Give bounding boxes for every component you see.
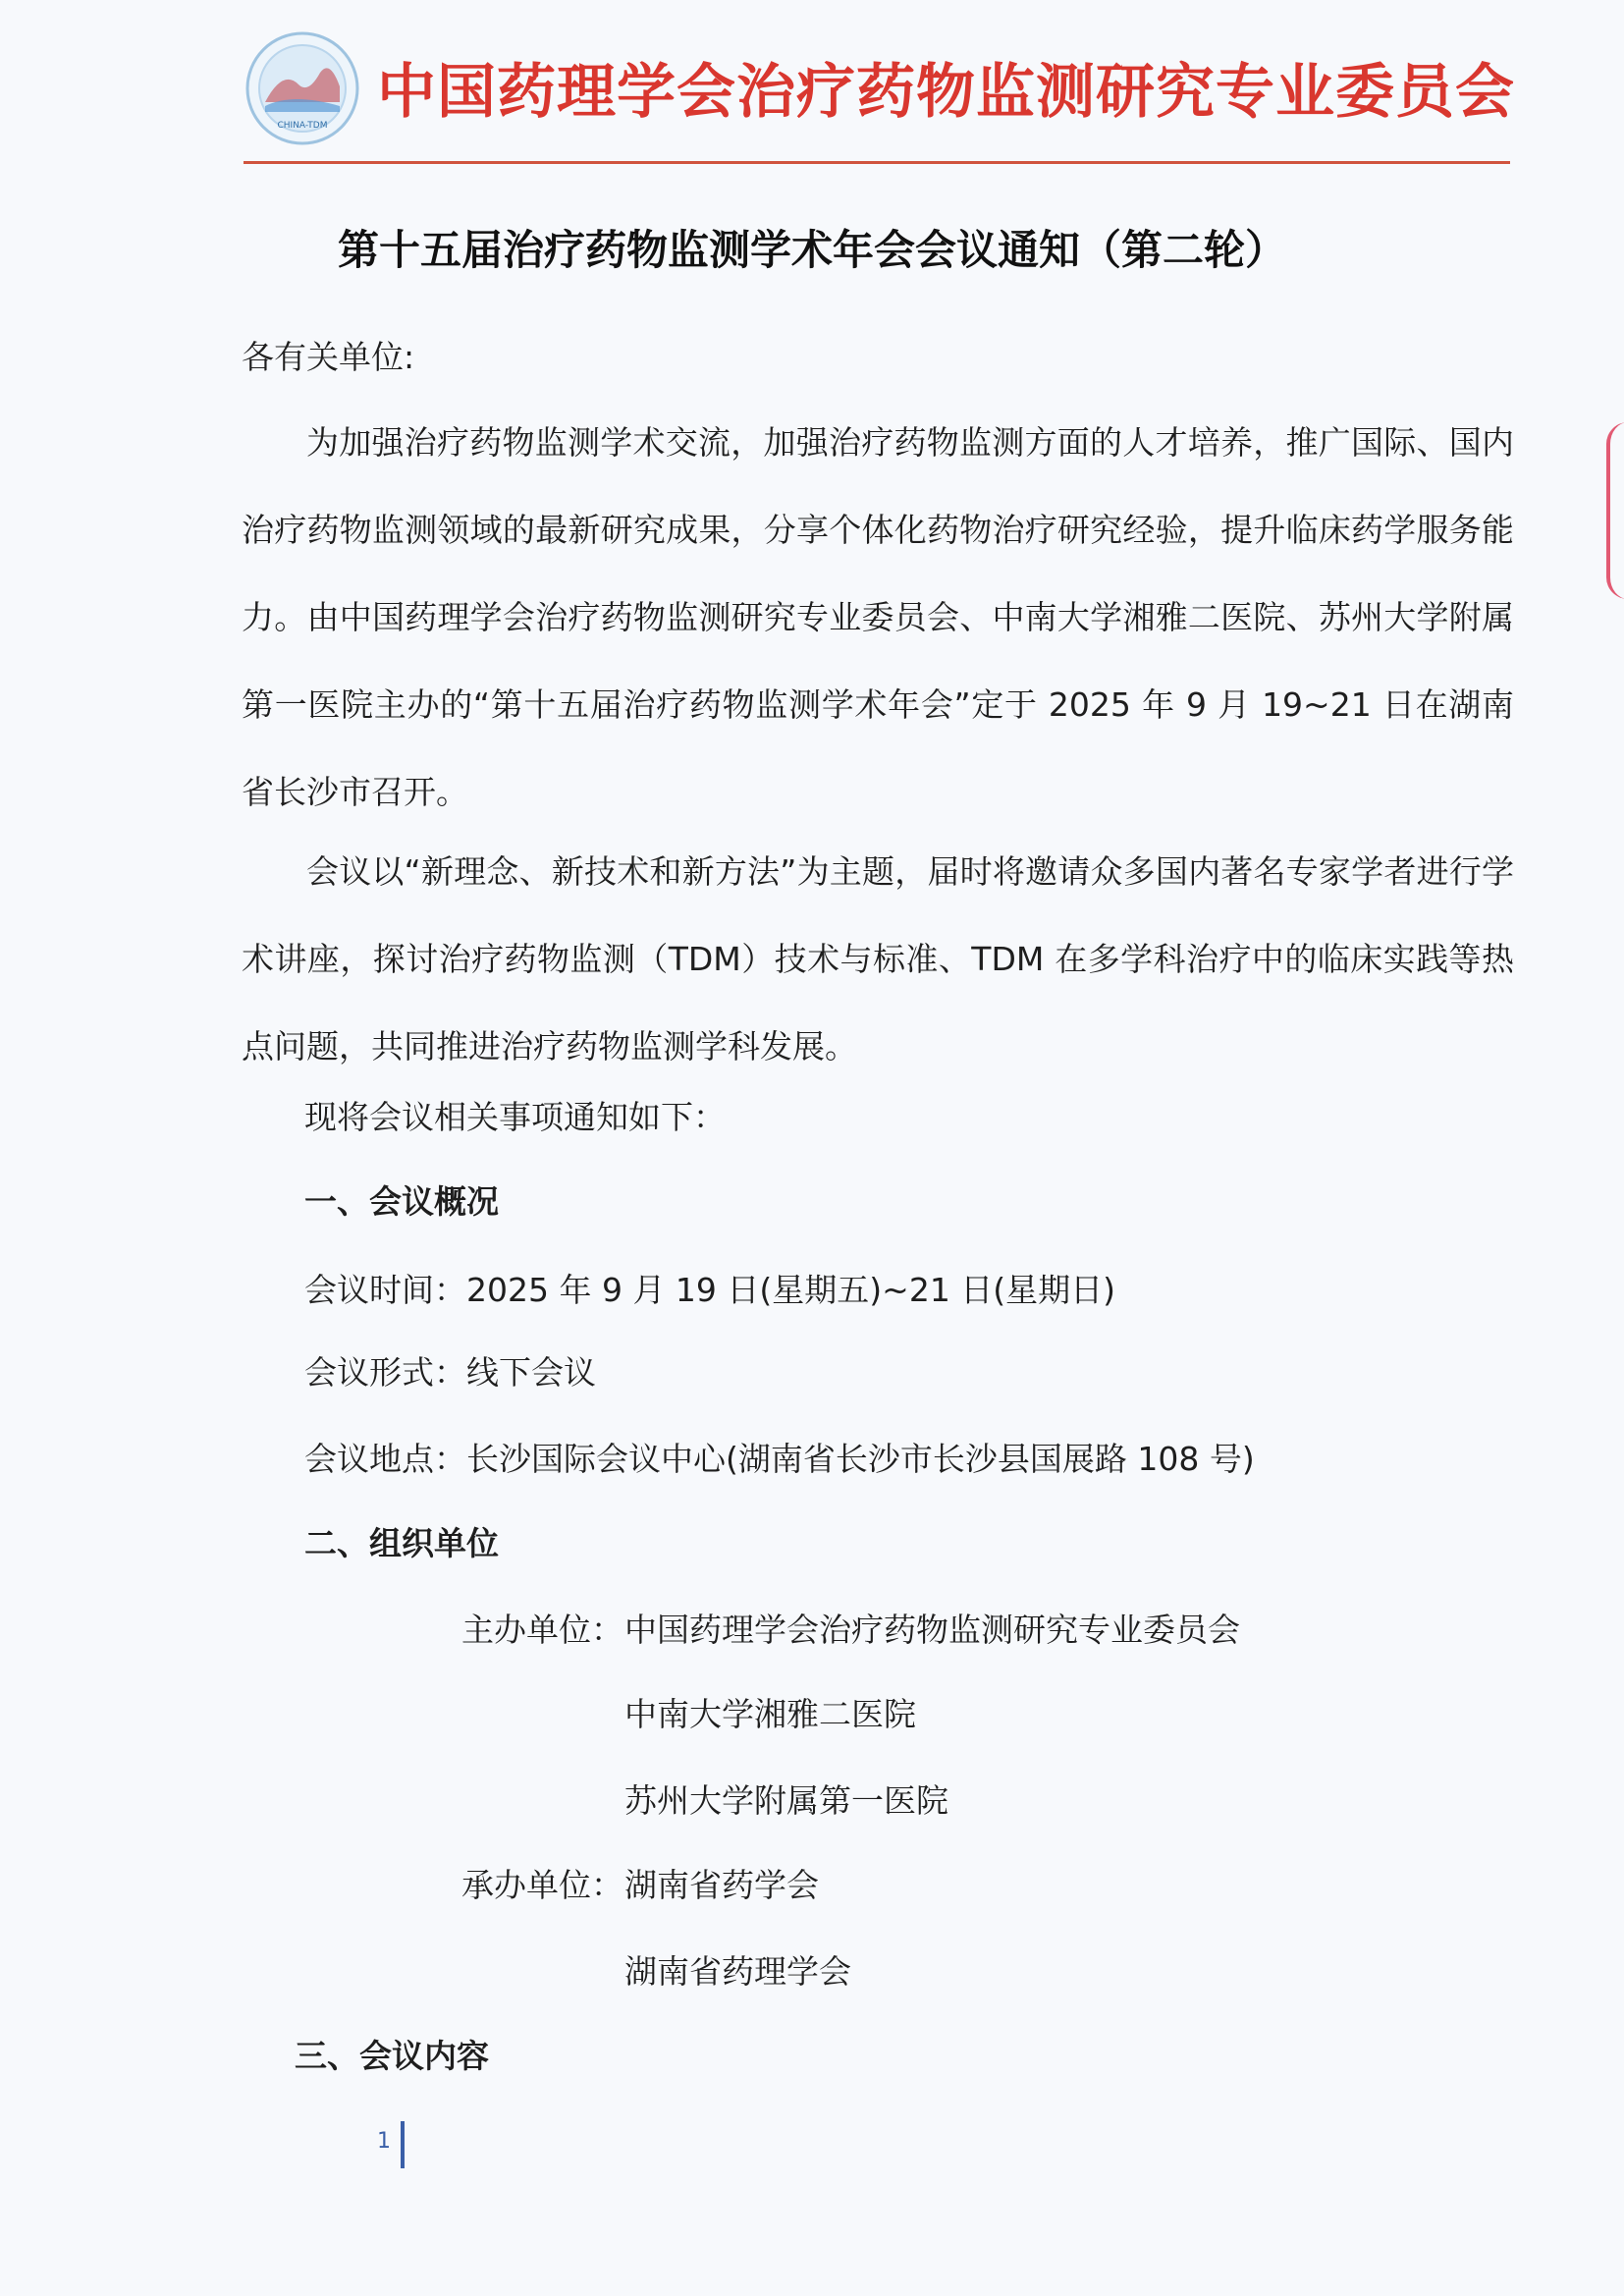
meeting-time: 会议时间：2025 年 9 月 19 日(星期五)~21 日(星期日) bbox=[304, 1271, 1116, 1309]
section-heading-overview: 一、会议概况 bbox=[304, 1182, 499, 1221]
paragraph-purpose: 为加强治疗药物监测学术交流，加强治疗药物监测方面的人才培养，推广国际、国内治疗药物监测领域的最新研究成果，分享个体化药物治疗研究经验，提升临床药学服务能力。由中国药理学会治疗药物监测研究专业委员会、中南大学湘雅二医院、苏州大学附属第一医院主办的“第十五届治疗药物监测学术年会”定于 2025 年 9 月 19~21 日在湖南省长沙市召开。 bbox=[242, 423, 1514, 811]
section-heading-organizers: 二、组织单位 bbox=[304, 1524, 499, 1562]
meeting-format: 会议形式：线下会议 bbox=[304, 1353, 596, 1392]
host-label: 主办单位： bbox=[461, 1611, 623, 1649]
page-number: 1 bbox=[377, 2129, 391, 2154]
organizer-item: 湖南省药理学会 bbox=[624, 1952, 851, 1991]
organizer-label: 承办单位： bbox=[461, 1866, 623, 1904]
committee-logo bbox=[244, 29, 361, 147]
edge-stamp-mark bbox=[1606, 422, 1624, 599]
svg-text:CHINA-TDM: CHINA-TDM bbox=[277, 121, 328, 131]
salutation: 各有关单位: bbox=[242, 338, 415, 376]
organizer-item: 湖南省药学会 bbox=[624, 1866, 819, 1904]
section-heading-content: 三、会议内容 bbox=[295, 2037, 489, 2075]
paragraph-theme: 会议以“新理念、新技术和新方法”为主题，届时将邀请众多国内著名专家学者进行学术讲座，探讨治疗药物监测（TDM）技术与标准、TDM 在多学科治疗中的临床实践等热点问题，共同推进治疗药物监测学科发展。 bbox=[242, 852, 1514, 1066]
host-item: 中南大学湘雅二医院 bbox=[624, 1695, 916, 1733]
intro-line: 现将会议相关事项通知如下： bbox=[304, 1098, 726, 1136]
notice-title: 第十五届治疗药物监测学术年会会议通知（第二轮） bbox=[337, 226, 1286, 274]
page-number-bar bbox=[401, 2121, 405, 2168]
meeting-location: 会议地点：长沙国际会议中心(湖南省长沙市长沙县国展路 108 号) bbox=[304, 1440, 1255, 1478]
host-item: 中国药理学会治疗药物监测研究专业委员会 bbox=[624, 1611, 1240, 1649]
host-item: 苏州大学附属第一医院 bbox=[624, 1781, 948, 1820]
org-name: 中国药理学会治疗药物监测研究专业委员会 bbox=[377, 58, 1515, 127]
header-divider bbox=[244, 161, 1510, 164]
